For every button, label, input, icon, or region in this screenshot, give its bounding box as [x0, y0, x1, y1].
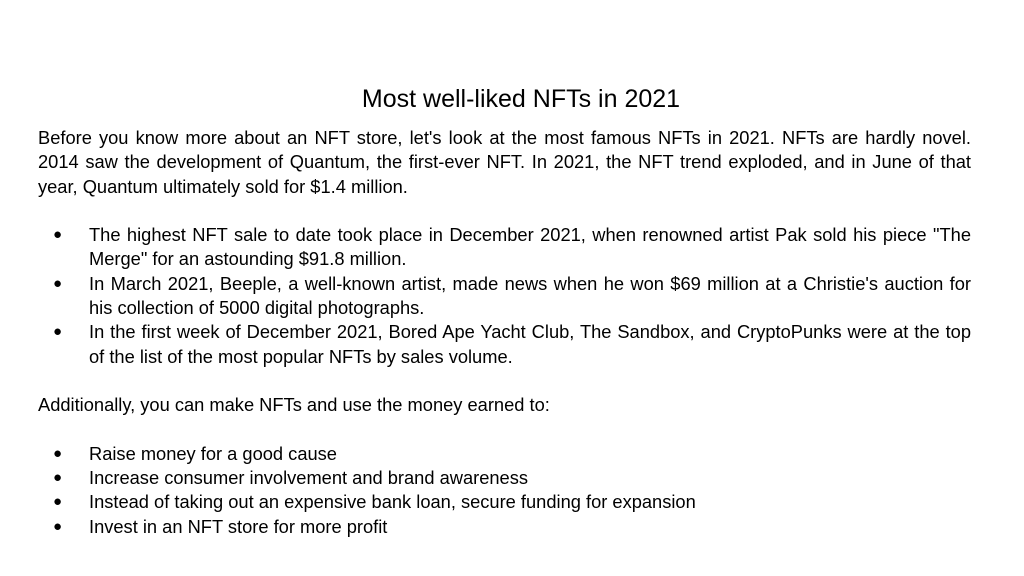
list-item-text: Invest in an NFT store for more profit: [89, 515, 388, 537]
list-item-text: In the first week of December 2021, Bored Ape Yacht Club, The Sandbox, and CryptoPunks were at the top of the list of the most popular NFTs by sales volume.: [89, 321, 971, 367]
spacer: [38, 199, 971, 223]
bullet-icon: ●: [53, 323, 63, 341]
list-item: [38, 515, 971, 539]
list-item-text: The highest NFT sale to date took place in December 2021, when renowned artist Pak sold his piece "The Merge" for an astounding $91.8 million.: [89, 224, 971, 270]
spacer: [38, 418, 971, 442]
list-item: [38, 223, 971, 272]
list-item: [38, 442, 971, 466]
list-item: [38, 466, 971, 490]
bullet-icon: ●: [53, 493, 63, 511]
intro-paragraph: Before you know more about an NFT store, let's look at the most famous NFTs in 2021. NFTs are hardly novel. 2014 saw the development of Quantum, the first-ever NFT. In 2021, the NFT trend exploded, and in June of that year, Quantum ultimately sold for $1.4 million.: [38, 127, 971, 197]
uses-list: [38, 442, 971, 539]
bullet-icon: ●: [53, 469, 63, 487]
list-item: [38, 272, 971, 321]
bullet-icon: ●: [53, 226, 63, 244]
list-item-text: Instead of taking out an expensive bank loan, secure funding for expansion: [89, 491, 696, 513]
bullet-icon: ●: [53, 274, 63, 292]
list-item: [38, 490, 971, 514]
list-item-text: Raise money for a good cause: [89, 442, 337, 464]
additional-paragraph: Additionally, you can make NFTs and use the money earned to:: [38, 394, 550, 416]
list-item: [38, 320, 971, 369]
list-item-text: In March 2021, Beeple, a well-known artist, made news when he won $69 million at a Christie's auction for his collection of 5000 digital photographs.: [89, 272, 971, 319]
spacer: [38, 369, 971, 393]
slide-title: Most well-liked NFTs in 2021: [361, 85, 681, 113]
slide-content: [38, 126, 971, 539]
facts-list: [38, 223, 971, 369]
bullet-icon: ●: [53, 444, 63, 462]
bullet-icon: ●: [53, 517, 63, 535]
list-item-text: Increase consumer involvement and brand awareness: [89, 467, 528, 489]
